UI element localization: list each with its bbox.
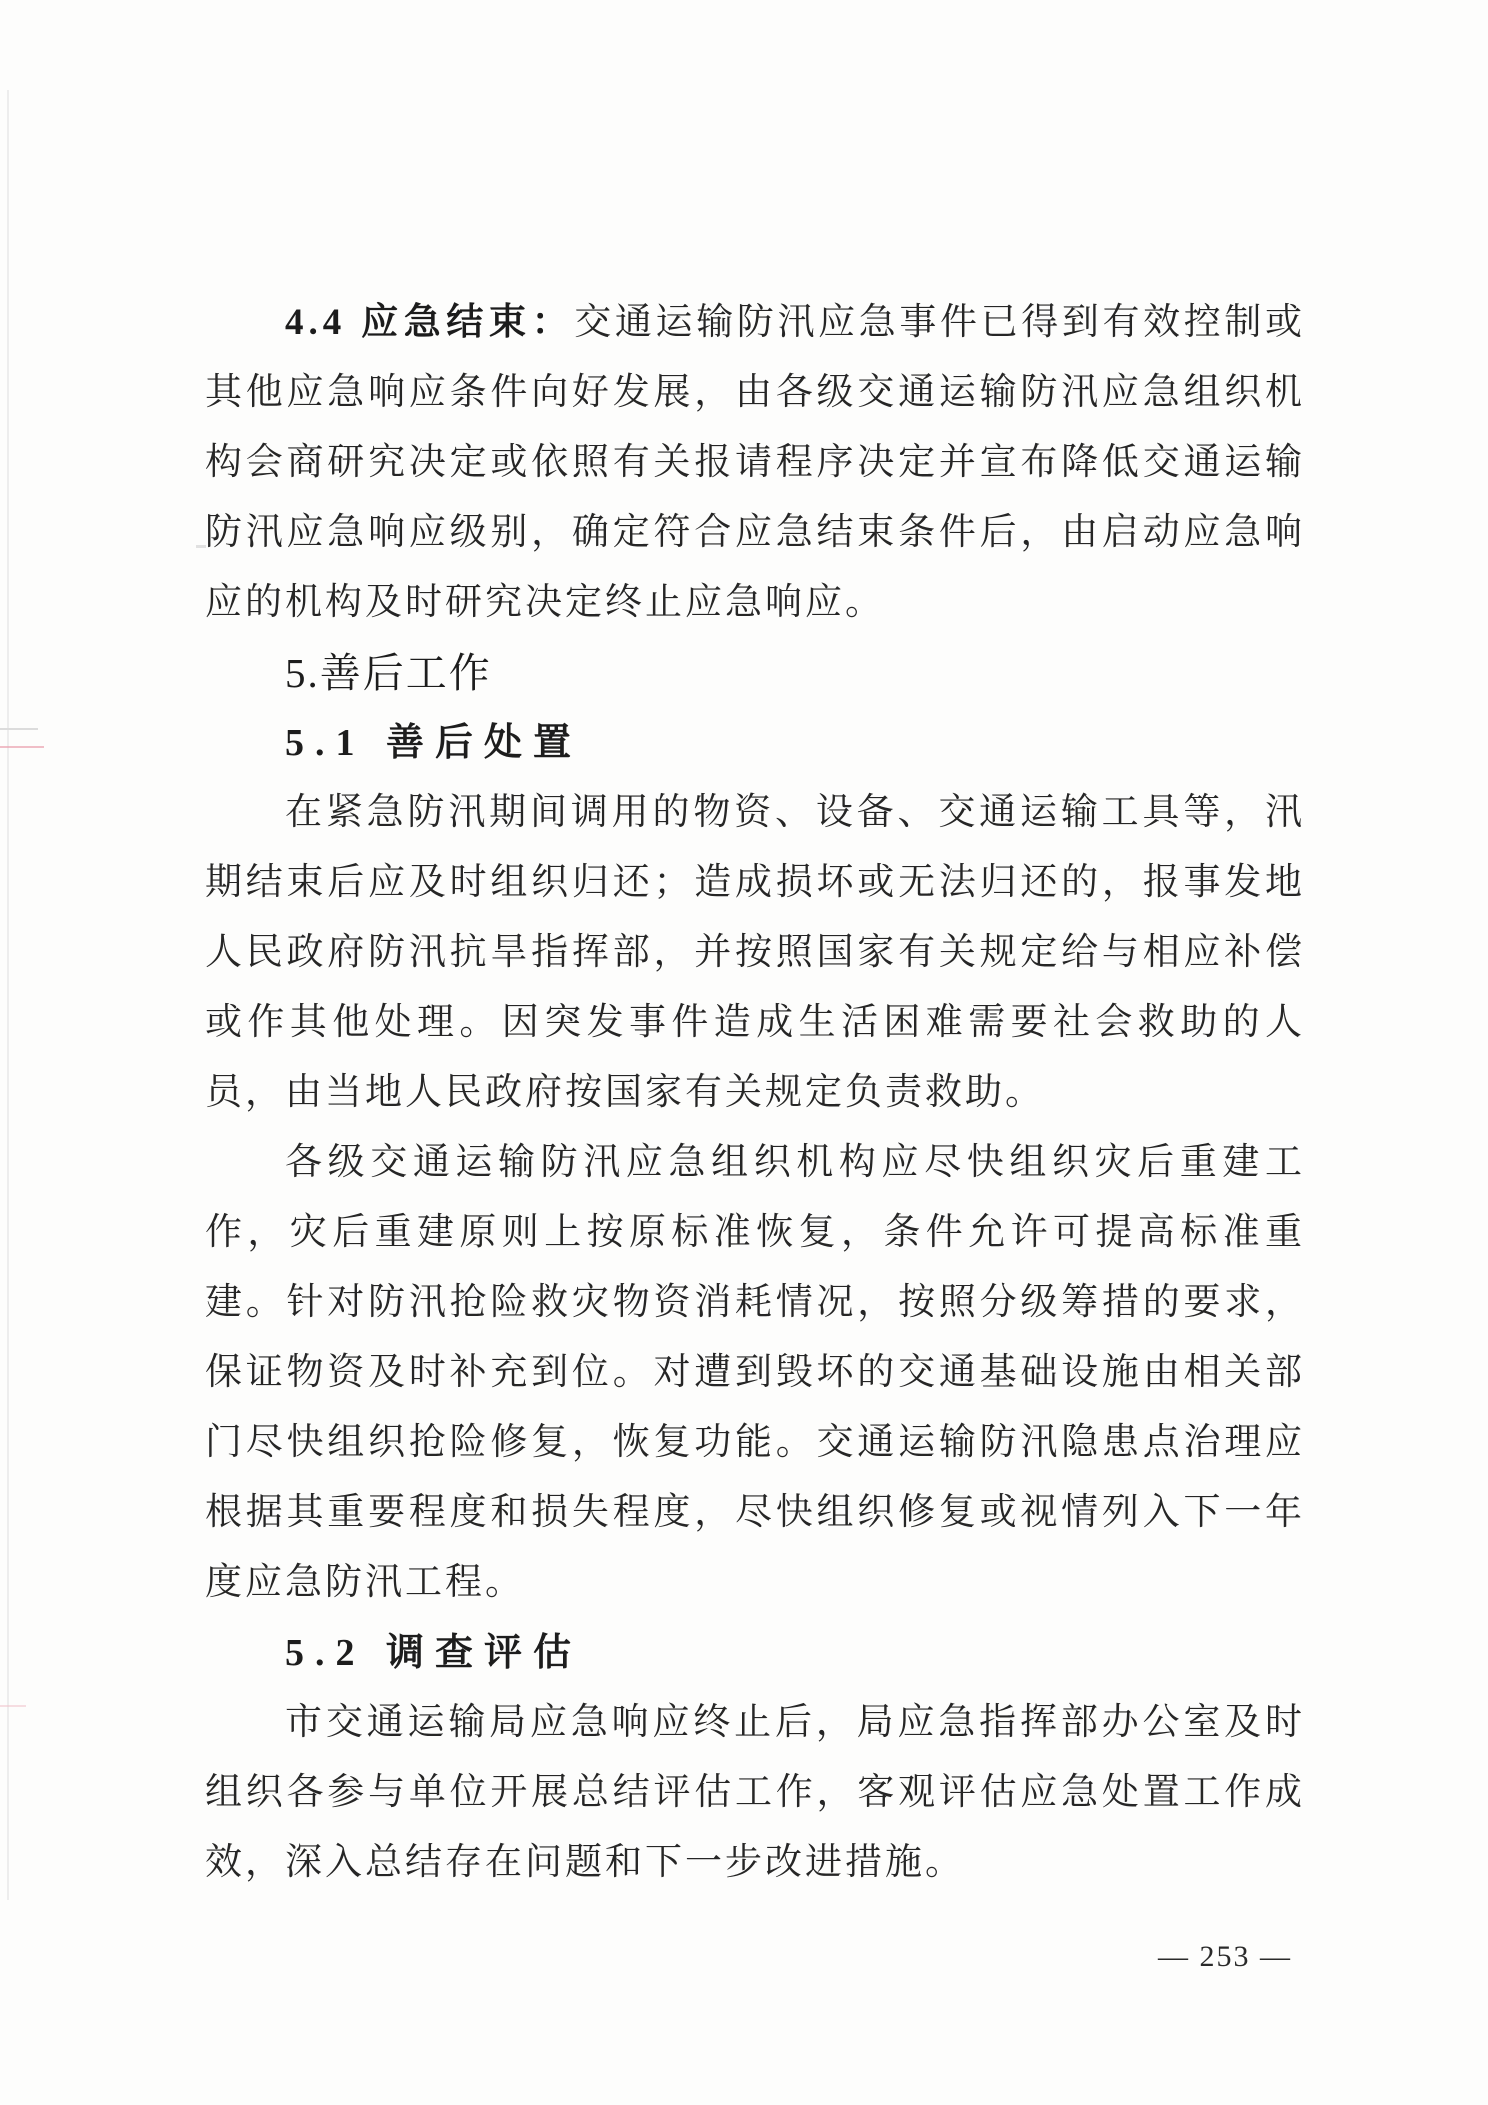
paragraph-5-1-materials-return: 在紧急防汛期间调用的物资、设备、交通运输工具等，汛期结束后应及时组织归还；造成损坏或无法归还的，报事发地人民政府防汛抗旱指挥部，并按照国家有关规定给与相应补偿或作其他处理。因突发事件造成生活困难需要社会救助的人员，由当地人民政府按国家有关规定负责救助。 (205, 792, 1305, 1113)
page-number: — 253 — (1158, 1940, 1292, 1973)
paragraph-4-4-bold-label: 4.4 应急结束： (285, 302, 575, 343)
paragraph-5-2-evaluation: 市交通运输局应急响应终止后，局应急指挥部办公室及时组织各参与单位开展总结评估工作，客观评估应急处置工作成效，深入总结存在问题和下一步改进措施。 (205, 1702, 1305, 1883)
heading-5-1-aftermath-disposal: 5.1 善后处置 (285, 722, 583, 764)
paragraph-4-4-emergency-end (205, 288, 1305, 638)
scan-artifact-red-tick-2 (0, 1705, 26, 1707)
paragraph-4-4-body-text: 交通运输防汛应急事件已得到有效控制或其他应急响应条件向好发展，由各级交通运输防汛应急组织机构会商研究决定或依照有关报请程序决定并宣布降低交通运输防汛应急响应级别，确定符合应急结束条件后，由启动应急响应的机构及时研究决定终止应急响应。 (205, 302, 1306, 623)
scan-artifact-gray-tick (0, 728, 38, 730)
heading-5-2-investigation-evaluation: 5.2 调查评估 (285, 1632, 583, 1674)
paragraph-5-1-reconstruction: 各级交通运输防汛应急组织机构应尽快组织灾后重建工作，灾后重建原则上按原标准恢复，条件允许可提高标准重建。针对防汛抢险救灾物资消耗情况，按照分级筹措的要求，保证物资及时补充到位。对遭到毁坏的交通基础设施由相关部门尽快组织抢险修复，恢复功能。交通运输防汛隐患点治理应根据其重要程度和损失程度，尽快组织修复或视情列入下一年度应急防汛工程。 (205, 1142, 1305, 1603)
text-block (205, 288, 1305, 1898)
heading-5-aftermath-work: 5.善后工作 (285, 650, 492, 696)
scan-artifact-red-tick (0, 746, 44, 748)
scan-artifact-vertical-line (7, 90, 9, 1900)
